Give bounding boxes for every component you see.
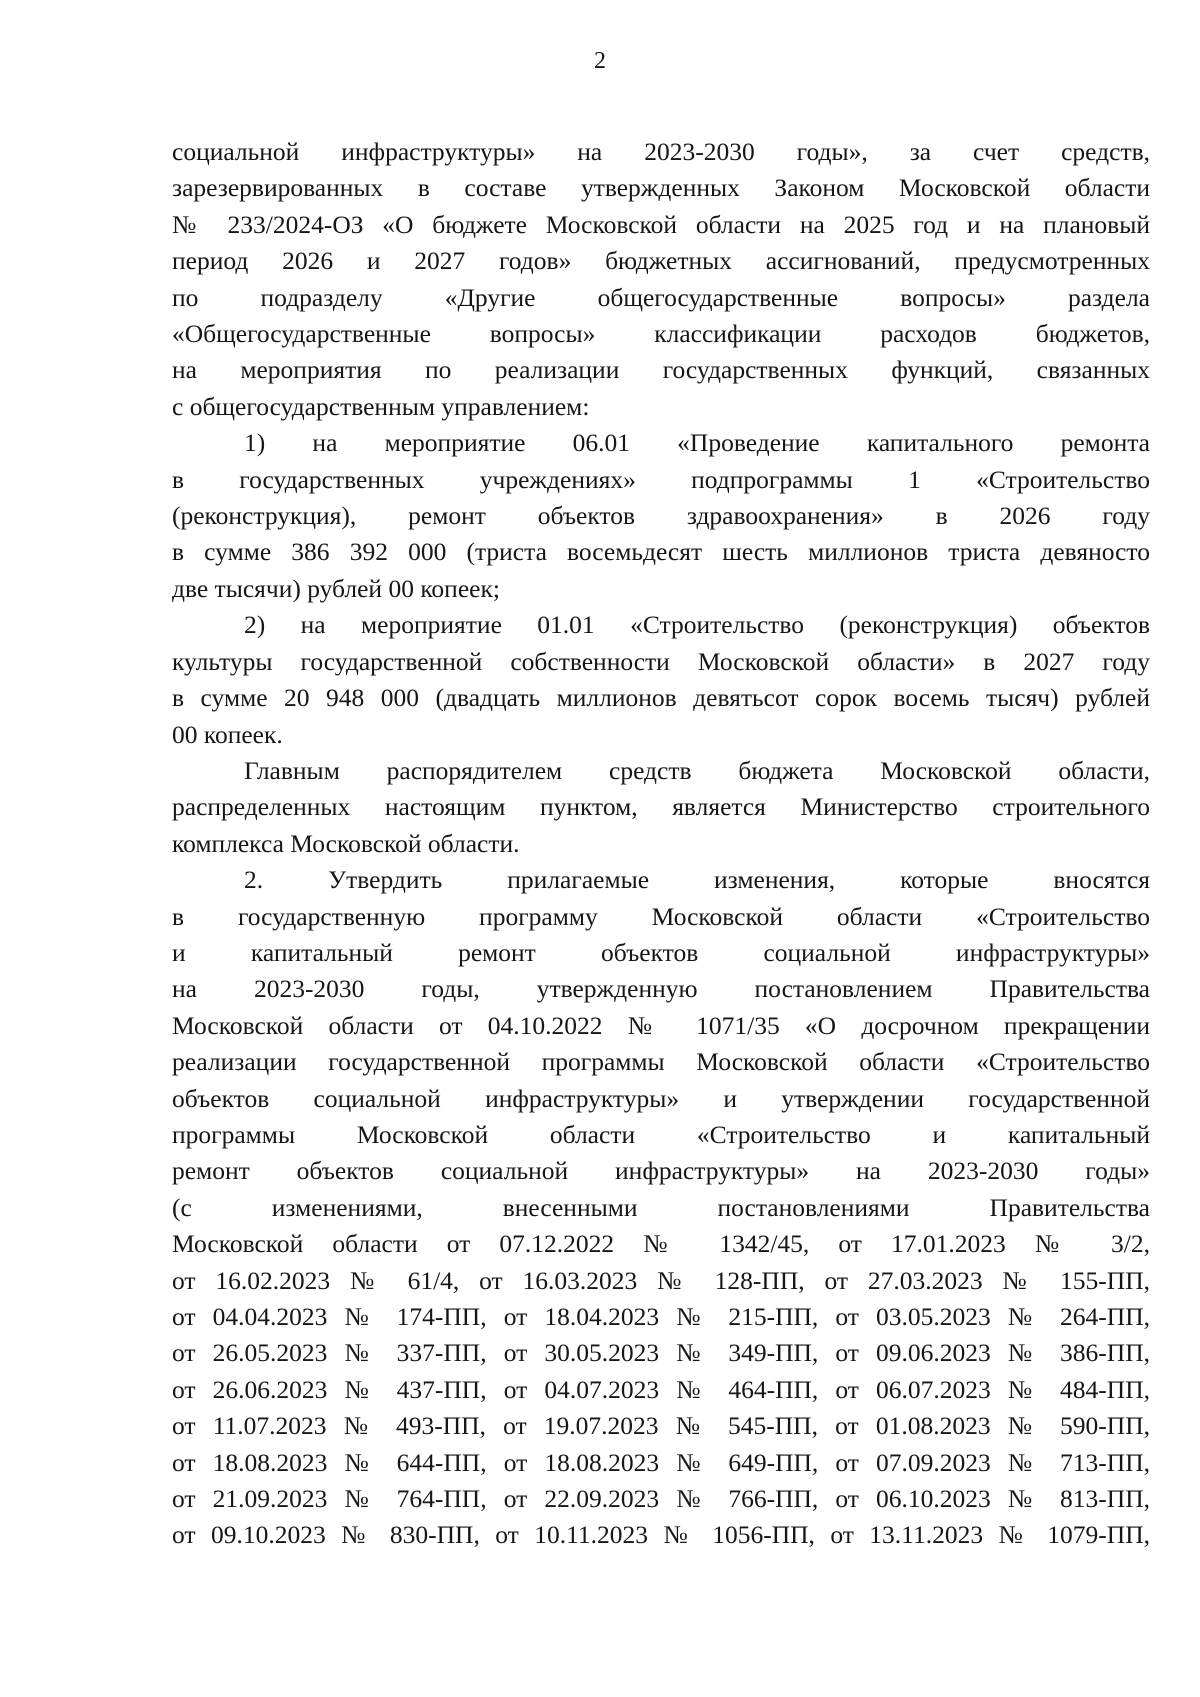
text-line: Московской области от 04.10.2022 № 1071/35 «О досрочном прекращении — [172, 1010, 1150, 1040]
text-line: № 233/2024-ОЗ «О бюджете Московской области на 2025 год и на плановый — [172, 209, 1150, 239]
text-line: от 21.09.2023 № 764-ПП, от 22.09.2023 № 766-ПП, от 06.10.2023 № 813-ПП, — [172, 1484, 1150, 1514]
text-line: в государственную программу Московской области «Строительство — [172, 901, 1150, 931]
document-body — [172, 134, 1150, 1554]
text-line: (реконструкция), ремонт объектов здравоохранения» в 2026 году — [172, 501, 1150, 531]
text-line: от 04.04.2023 № 174-ПП, от 18.04.2023 № 215-ПП, от 03.05.2023 № 264-ПП, — [172, 1302, 1150, 1331]
text-line: от 26.06.2023 № 437-ПП, от 04.07.2023 № 464-ПП, от 06.07.2023 № 484-ПП, — [172, 1374, 1150, 1404]
text-line: ремонт объектов социальной инфраструктуры» на 2023-2030 годы» — [172, 1156, 1150, 1186]
text-line: зарезервированных в составе утвержденных Законом Московской области — [172, 173, 1150, 203]
text-line: комплекса Московской области. — [172, 828, 520, 858]
text-line: программы Московской области «Строительство и капитальный — [172, 1119, 1150, 1149]
text-line: Главным распорядителем средств бюджета Московской области, — [244, 755, 1150, 785]
text-line: от 18.08.2023 № 644-ПП, от 18.08.2023 № 649-ПП, от 07.09.2023 № 713-ПП, — [172, 1447, 1150, 1477]
text-line: 2) на мероприятие 01.01 «Строительство (реконструкция) объектов — [244, 610, 1150, 640]
text-line: 2. Утвердить прилагаемые изменения, которые вносятся — [244, 865, 1150, 895]
text-line: на мероприятия по реализации государственных функций, связанных — [172, 355, 1150, 385]
text-line: социальной инфраструктуры» на 2023-2030 годы», за счет средств, — [172, 137, 1150, 166]
text-line: по подразделу «Другие общегосударственные вопросы» раздела — [172, 282, 1150, 312]
text-line: (с изменениями, внесенными постановлениями Правительства — [172, 1192, 1150, 1222]
text-line: 00 копеек. — [172, 719, 283, 749]
text-line: распределенных настоящим пунктом, является Министерство строительного — [172, 792, 1150, 822]
text-line: с общегосударственным управлением: — [172, 391, 590, 421]
text-line: реализации государственной программы Московской области «Строительство — [172, 1047, 1150, 1077]
text-line: культуры государственной собственности Московской области» в 2027 году — [172, 646, 1150, 676]
text-line: в государственных учреждениях» подпрограммы 1 «Строительство — [172, 464, 1150, 494]
text-line: от 09.10.2023 № 830-ПП, от 10.11.2023 № 1056-ПП, от 13.11.2023 № 1079-ПП, — [172, 1520, 1150, 1550]
text-line: на 2023-2030 годы, утвержденную постановлением Правительства — [172, 974, 1150, 1004]
text-line: период 2026 и 2027 годов» бюджетных ассигнований, предусмотренных — [172, 246, 1150, 276]
text-line: «Общегосударственные вопросы» классификации расходов бюджетов, — [172, 319, 1150, 349]
text-line: две тысячи) рублей 00 копеек; — [172, 573, 500, 603]
text-line: от 16.02.2023 № 61/4, от 16.03.2023 № 128-ПП, от 27.03.2023 № 155-ПП, — [172, 1265, 1150, 1295]
text-line: и капитальный ремонт объектов социальной инфраструктуры» — [172, 937, 1150, 967]
text-line: в сумме 20 948 000 (двадцать миллионов девятьсот сорок восемь тысяч) рублей — [172, 683, 1150, 713]
text-line: Московской области от 07.12.2022 № 1342/45, от 17.01.2023 № 3/2, — [172, 1229, 1150, 1259]
text-line: от 26.05.2023 № 337-ПП, от 30.05.2023 № 349-ПП, от 09.06.2023 № 386-ПП, — [172, 1338, 1150, 1368]
text-line: объектов социальной инфраструктуры» и утверждении государственной — [172, 1083, 1150, 1113]
text-line: 1) на мероприятие 06.01 «Проведение капитального ремонта — [244, 428, 1150, 458]
page-number: 2 — [594, 48, 606, 74]
text-line: в сумме 386 392 000 (триста восемьдесят шесть миллионов триста девяносто — [172, 537, 1150, 567]
text-line: от 11.07.2023 № 493-ПП, от 19.07.2023 № 545-ПП, от 01.08.2023 № 590-ПП, — [172, 1411, 1150, 1441]
